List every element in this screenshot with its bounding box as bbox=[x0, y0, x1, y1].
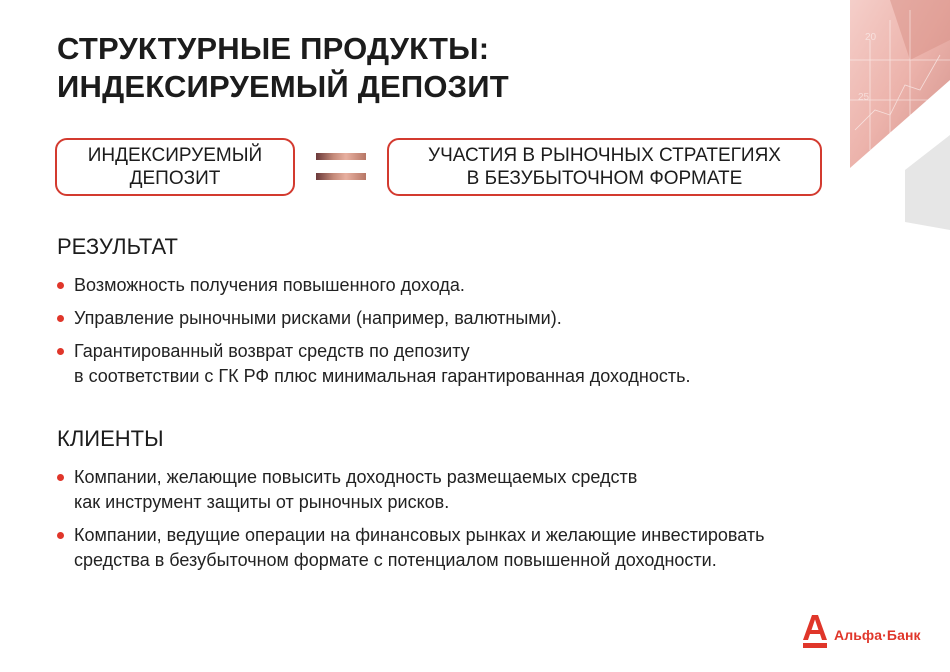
equals-bar-top bbox=[316, 153, 366, 160]
page-title bbox=[57, 30, 509, 106]
indexed-deposit-line-2: ДЕПОЗИТ bbox=[129, 168, 221, 189]
svg-text:25: 25 bbox=[858, 92, 870, 103]
list-item bbox=[57, 273, 691, 298]
list-item bbox=[57, 523, 765, 573]
alfa-bank-logo-icon bbox=[803, 615, 827, 649]
list-item-text-continued: в соответствии с ГК РФ плюс минимальная гарантированная доходность. bbox=[74, 366, 691, 386]
list-item bbox=[57, 339, 691, 389]
list-item-text-continued: средства в безубыточном формате с потенциалом повышенной доходности. bbox=[74, 550, 717, 570]
svg-text:20: 20 bbox=[865, 32, 877, 43]
equals-icon bbox=[316, 153, 366, 181]
market-strategies-box bbox=[387, 138, 822, 196]
bullet-icon bbox=[57, 282, 64, 289]
alfa-bank-logo-text: Альфа·Банк bbox=[834, 627, 921, 643]
corner-decoration bbox=[850, 0, 950, 230]
list-item bbox=[57, 465, 765, 515]
list-item-text: Управление рыночными рисками (например, валютными). bbox=[74, 308, 562, 328]
indexed-deposit-line-1: ИНДЕКСИРУЕМЫЙ bbox=[87, 145, 263, 166]
result-heading: РЕЗУЛЬТАТ bbox=[57, 234, 178, 259]
page-title-line-1: СТРУКТУРНЫЕ ПРОДУКТЫ: bbox=[57, 31, 490, 66]
alfa-bank-logo bbox=[803, 615, 921, 649]
equals-bar-bottom bbox=[316, 173, 366, 180]
list-item-text: Возможность получения повышенного дохода. bbox=[74, 275, 465, 295]
list-item bbox=[57, 306, 691, 331]
result-list bbox=[57, 273, 691, 397]
page-title-line-2: ИНДЕКСИРУЕМЫЙ ДЕПОЗИТ bbox=[57, 69, 509, 104]
list-item-text: Компании, ведущие операции на финансовых рынках и желающие инвестировать bbox=[74, 525, 765, 545]
list-item-text: Гарантированный возврат средств по депозиту bbox=[74, 341, 470, 361]
indexed-deposit-box bbox=[55, 138, 295, 196]
bullet-icon bbox=[57, 315, 64, 322]
list-item-text-continued: как инструмент защиты от рыночных рисков. bbox=[74, 492, 450, 512]
market-strategies-line-2: В БЕЗУБЫТОЧНОМ ФОРМАТЕ bbox=[466, 168, 743, 189]
list-item-text: Компании, желающие повысить доходность размещаемых средств bbox=[74, 467, 638, 487]
market-strategies-line-1: УЧАСТИЯ В РЫНОЧНЫХ СТРАТЕГИЯХ bbox=[428, 145, 781, 166]
bullet-icon bbox=[57, 348, 64, 355]
bullet-icon bbox=[57, 532, 64, 539]
clients-list bbox=[57, 465, 765, 581]
bullet-icon bbox=[57, 474, 64, 481]
clients-heading: КЛИЕНТЫ bbox=[57, 426, 164, 451]
